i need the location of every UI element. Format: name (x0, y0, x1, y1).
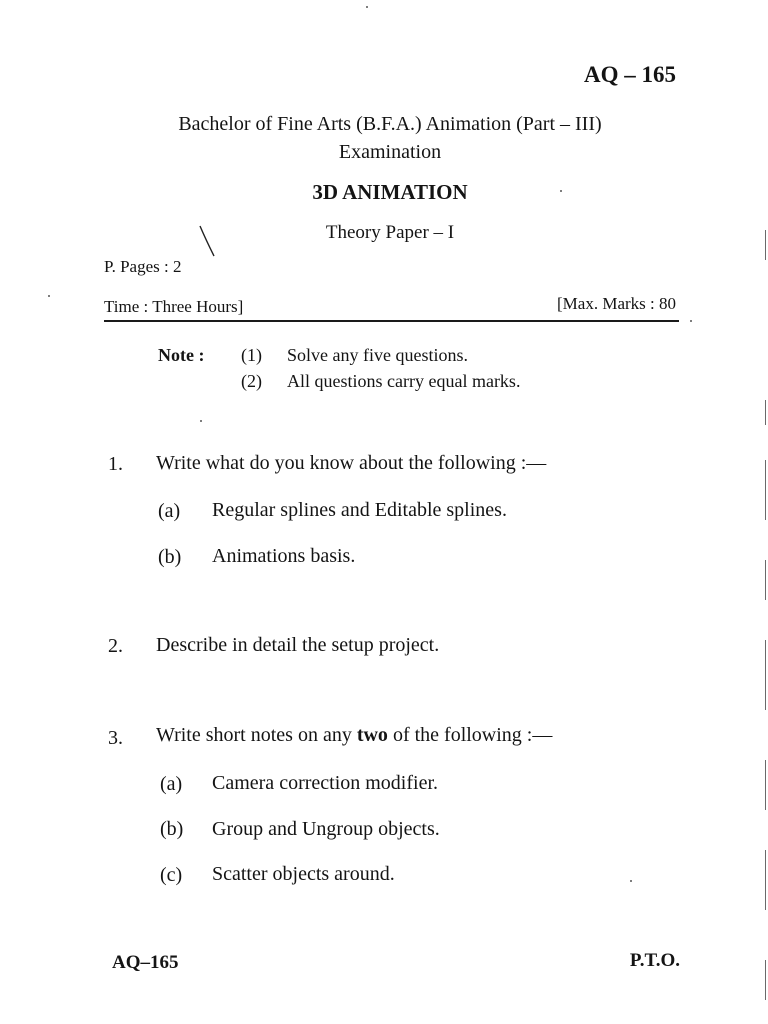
note-item-number: (1) (241, 345, 262, 365)
question-text (156, 724, 552, 747)
scan-edge-line (765, 560, 766, 600)
question-text-emphasis: two (356, 724, 388, 746)
course-line-1: Bachelor of Fine Arts (B.F.A.) Animation (Part – III) (178, 113, 602, 135)
max-marks: [Max. Marks : 80 (557, 294, 676, 313)
course-line-2: Examination (338, 141, 442, 163)
sub-question-label: (a) (158, 500, 181, 522)
sub-question-label: (a) (160, 773, 183, 795)
header-divider (104, 320, 679, 322)
question-number: 1. (108, 453, 123, 475)
footer-pto: P.T.O. (629, 950, 680, 971)
exam-duration: Time : Three Hours] (104, 297, 244, 316)
question-text (156, 634, 439, 657)
scan-edge-line (765, 960, 766, 1000)
scan-edge-line (765, 850, 766, 910)
paper-title: Theory Paper – I (325, 222, 455, 243)
scan-speck (366, 6, 368, 8)
note-item-text: Solve any five questions. (287, 345, 468, 365)
pen-mark-icon (198, 224, 218, 260)
scan-speck (48, 295, 50, 297)
note-label: Note : (158, 345, 205, 365)
note-item-text: All questions carry equal marks. (287, 371, 521, 391)
page-count: P. Pages : 2 (104, 257, 182, 276)
question-text-part: of the following :— (387, 724, 553, 746)
scan-speck (630, 880, 632, 882)
scan-edge-line (765, 460, 766, 520)
sub-question-text: Group and Ungroup objects. (212, 818, 440, 840)
sub-question-text: Scatter objects around. (212, 863, 395, 885)
question-text-part: Write short notes on any (156, 724, 357, 746)
scan-edge-line (765, 760, 766, 810)
scan-speck (200, 420, 202, 422)
sub-question-text: Animations basis. (212, 545, 356, 567)
question-text-part: Write what do you know about the following :— (156, 452, 547, 474)
scan-speck (690, 320, 692, 322)
question-text-part: Describe in detail the setup project. (156, 634, 440, 656)
course-title (0, 110, 768, 166)
note-item-number: (2) (241, 371, 262, 391)
scan-edge-line (765, 640, 766, 710)
sub-question-text: Camera correction modifier. (212, 772, 439, 794)
paper-code: AQ – 165 (584, 62, 676, 87)
sub-question-label: (b) (158, 546, 182, 568)
question-text (156, 452, 546, 475)
question-number: 3. (108, 727, 123, 749)
sub-question-text: Regular splines and Editable splines. (212, 499, 507, 521)
scan-edge-line (765, 230, 766, 260)
sub-question-label: (b) (160, 818, 184, 840)
footer-paper-code: AQ–165 (112, 952, 179, 973)
scan-edge-line (765, 400, 766, 425)
subject-title: 3D ANIMATION (312, 180, 468, 204)
scan-speck (560, 190, 562, 192)
question-number: 2. (108, 635, 123, 657)
sub-question-label: (c) (160, 864, 183, 886)
